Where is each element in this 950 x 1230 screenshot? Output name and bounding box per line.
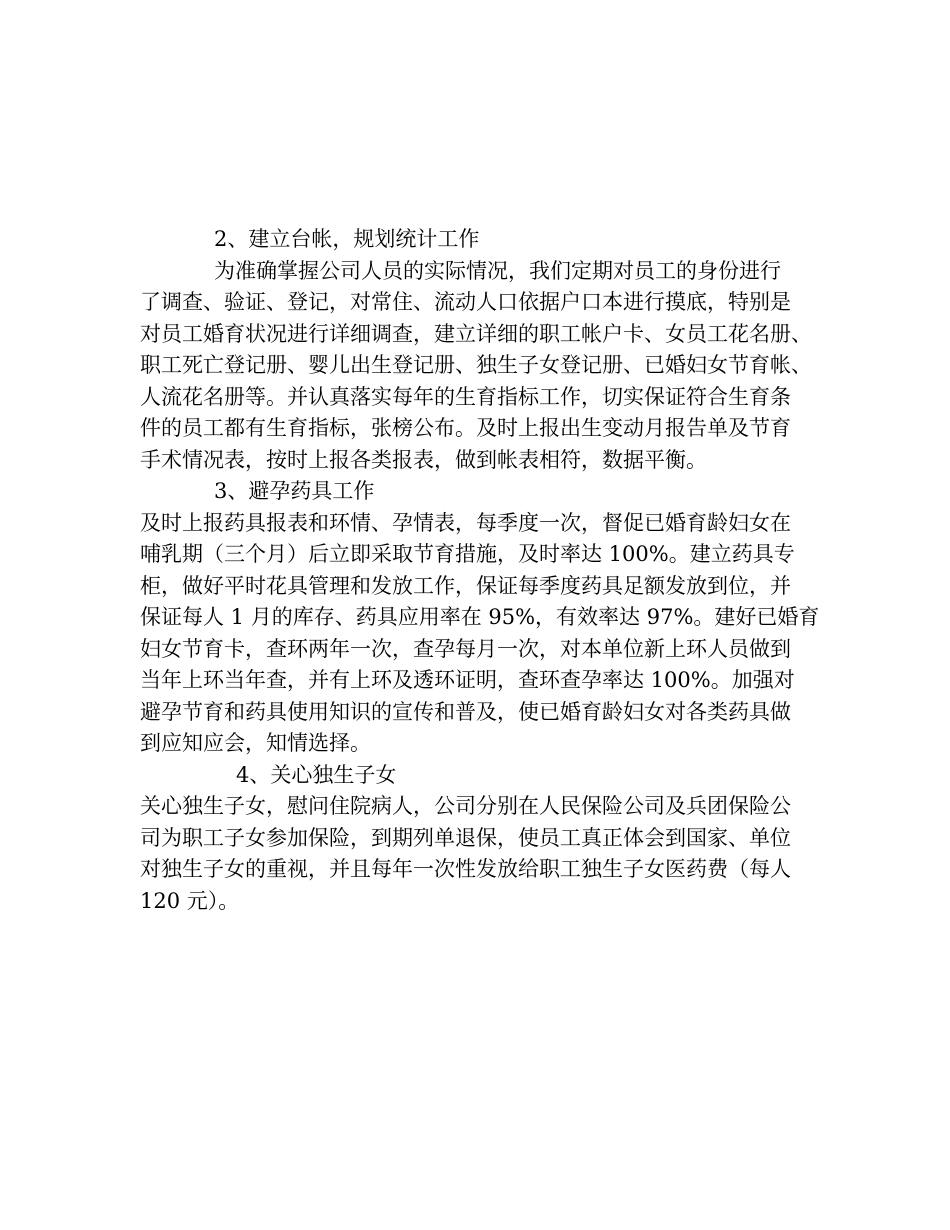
section-3 [140,476,830,760]
section-2 [140,224,830,476]
paragraph-line: 妇女节育卡，查环两年一次，查孕每月一次，对本单位新上环人员做到 [140,636,791,661]
section-heading: 4、关心独生子女 [236,762,397,787]
paragraph-line: 司为职工子女参加保险，到期列单退保，使员工真正体会到国家、单位 [140,825,791,850]
paragraph-line: 关心独生子女，慰问住院病人，公司分别在人民保险公司及兵团保险公 [140,794,791,818]
paragraph-line: 对独生子女的重视，并且每年一次性发放给职工独生子女医药费（每人 [140,857,791,881]
paragraph-line: 手术情况表，按时上报各类报表，做到帐表相符，数据平衡。 [140,447,707,472]
paragraph-line: 为准确掌握公司人员的实际情况，我们定期对员工的身份进行 [214,258,781,283]
section-4 [140,760,830,918]
paragraph-line: 对员工婚育状况进行详细调查，建立详细的职工帐户卡、女员工花名册、 [140,321,812,346]
paragraph-line: 当年上环当年查，并有上环及透环证明，查环查孕率达 100%。加强对 [140,668,795,692]
paragraph-line: 及时上报药具报表和环情、孕情表，每季度一次，督促已婚育龄妇女在 [140,510,791,535]
paragraph-line: 到应知应会，知情选择。 [140,731,371,755]
paragraph-line: 保证每人 1 月的库存、药具应用率在 95%，有效率达 97%。建好已婚育 [140,605,820,629]
paragraph-line: 柜，做好平时花具管理和发放工作，保证每季度药具足额发放到位，并 [140,573,791,598]
paragraph-line: 职工死亡登记册、婴儿出生登记册、独生子女登记册、已婚妇女节育帐、 [140,353,812,377]
paragraph-line: 人流花名册等。并认真落实每年的生育指标工作，切实保证符合生育条 [140,384,791,409]
section-heading: 2、建立台帐，规划统计工作 [214,227,480,251]
paragraph-line: 件的员工都有生育指标，张榜公布。及时上报出生变动月报告单及节育 [140,416,791,440]
document-body [140,224,830,917]
paragraph-line: 120 元）。 [140,888,240,913]
paragraph-line: 了调查、验证、登记，对常住、流动人口依据户口本进行摸底，特别是 [140,290,791,314]
paragraph-line: 避孕节育和药具使用知识的宣传和普及，使已婚育龄妇女对各类药具做 [140,699,791,724]
section-heading: 3、避孕药具工作 [214,479,375,503]
paragraph-line: 哺乳期（三个月）后立即采取节育措施，及时率达 100%。建立药具专 [140,542,795,566]
